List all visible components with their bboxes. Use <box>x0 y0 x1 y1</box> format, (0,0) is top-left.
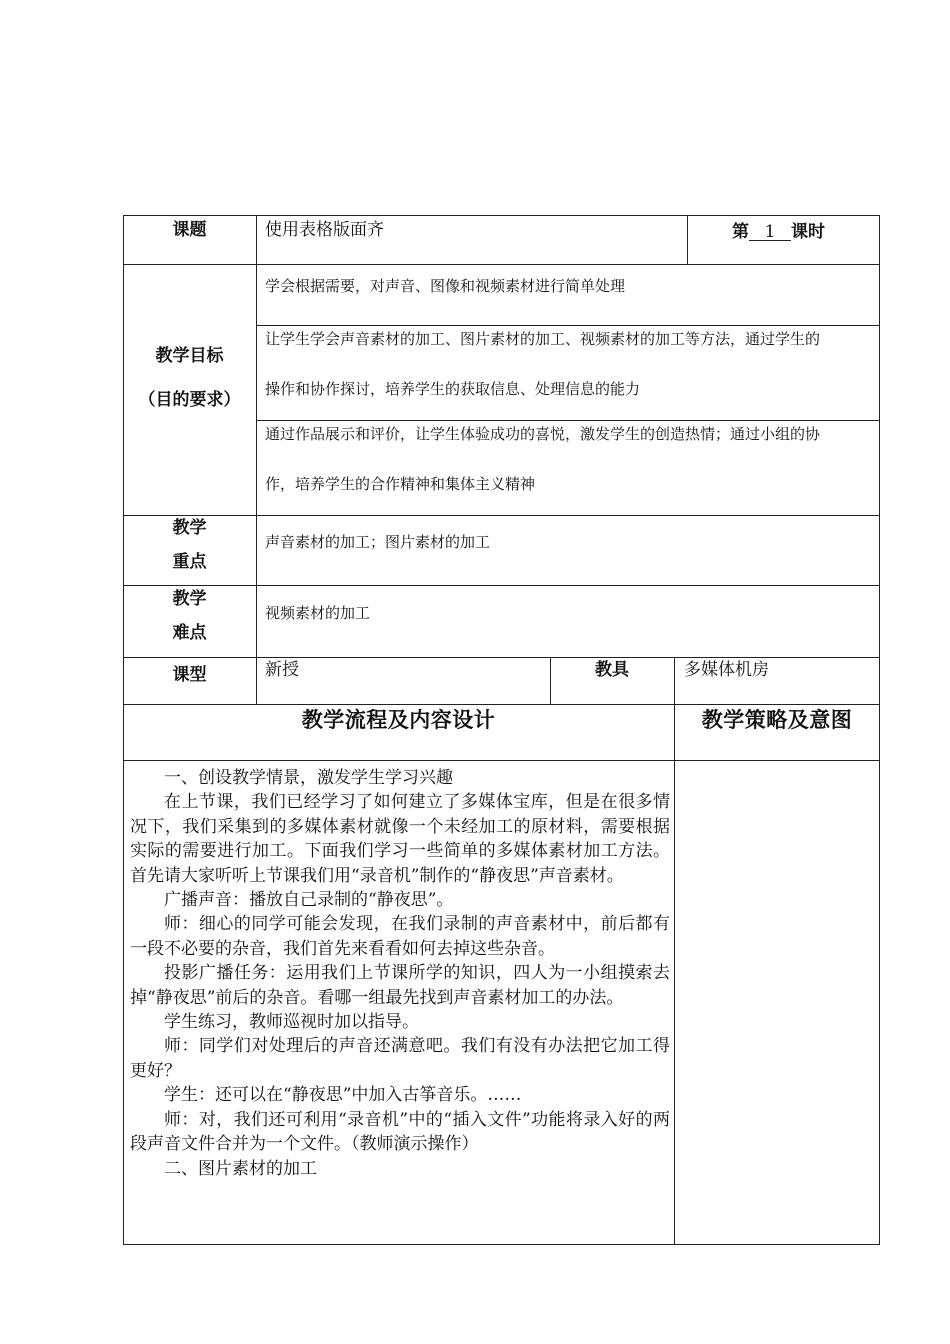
row-divider <box>123 264 880 265</box>
row-divider <box>123 515 880 516</box>
key-points-value: 声音素材的加工；图片素材的加工 <box>265 533 491 551</box>
objective-3-line1: 通过作品展示和评价，让学生体验成功的喜悦，激发学生的创造热情；通过小组的协 <box>265 425 821 443</box>
lesson-type-value: 新授 <box>265 660 299 680</box>
lesson-number-value: 1 <box>749 224 791 241</box>
objective-3-line2: 作，培养学生的合作精神和集体主义精神 <box>265 475 536 493</box>
flow-paragraph: 师：同学们对处理后的声音还满意吧。我们有没有办法把它加工得更好？ <box>130 1036 670 1081</box>
lesson-prefix: 第 <box>732 222 749 242</box>
flow-paragraph: 一、创设教学情景，激发学生学习兴趣 <box>164 768 453 788</box>
strategy-column-divider <box>674 704 675 1245</box>
difficulties-sublabel: 难点 <box>172 623 207 643</box>
row-divider <box>123 657 880 658</box>
row-divider <box>123 585 880 586</box>
objective-2-line1: 让学生学会声音素材的加工、图片素材的加工、视频素材的加工等方法，通过学生的 <box>265 330 821 348</box>
lesson-number-divider <box>687 215 688 264</box>
flow-paragraph: 师：细心的同学可能会发现，在我们录制的声音素材中，前后都有一段不必要的杂音，我们首先来看看如何去掉这些杂音。 <box>130 914 670 959</box>
tools-value: 多媒体机房 <box>684 660 769 680</box>
flow-paragraph: 师：对，我们还可利用“录音机”中的“插入文件”功能将录入好的两段声音文件合并为一个文件。（教师演示操作） <box>130 1109 670 1155</box>
flow-paragraph: 投影广播任务：运用我们上节课所学的知识，四人为一小组摸索去掉“静夜思”前后的杂音。看哪一组最先找到声音素材加工的办法。 <box>130 963 670 1008</box>
flow-content <box>130 766 670 1181</box>
flow-paragraph: 学生：还可以在“静夜思”中加入古筝音乐。…… <box>164 1085 522 1106</box>
key-points-label: 教学 <box>172 518 207 538</box>
objective-1: 学会根据需要，对声音、图像和视频素材进行简单处理 <box>265 277 626 295</box>
difficulties-value: 视频素材的加工 <box>265 604 371 622</box>
row-divider <box>256 325 880 326</box>
objective-2-line2: 操作和协作探讨，培养学生的获取信息、处理信息的能力 <box>265 380 641 398</box>
tools-divider <box>674 657 675 705</box>
row-divider <box>256 420 880 421</box>
tools-label: 教具 <box>595 660 629 680</box>
topic-label: 课题 <box>172 220 207 240</box>
key-points-sublabel: 重点 <box>172 552 207 572</box>
difficulties-label: 教学 <box>172 589 207 609</box>
objectives-sublabel: （目的要求） <box>138 390 241 410</box>
lesson-type-label: 课型 <box>172 665 207 685</box>
flow-paragraph: 在上节课，我们已经学习了如何建立了多媒体宝库，但是在很多情况下，我们采集到的多媒体素材就像一个未经加工的原材料，需要根据实际的需要进行加工。下面我们学习一些简单的多媒体素材加工方法。首先请大家听听上节课我们用“录音机”制作的“静夜思”声音素材。 <box>130 792 670 886</box>
lesson-suffix: 课时 <box>791 222 825 242</box>
objectives-label: 教学目标 <box>155 346 224 366</box>
header-divider <box>123 760 880 761</box>
flow-header: 教学流程及内容设计 <box>301 707 496 732</box>
lesson-number <box>732 222 825 242</box>
strategy-header: 教学策略及意图 <box>701 707 853 732</box>
label-column-divider <box>256 215 257 705</box>
topic-value: 使用表格版面齐 <box>265 220 384 240</box>
flow-paragraph: 二、图片素材的加工 <box>164 1158 317 1179</box>
flow-paragraph: 广播声音：播放自己录制的“静夜思”。 <box>164 890 454 911</box>
flow-paragraph: 学生练习，教师巡视时加以指导。 <box>164 1012 419 1033</box>
